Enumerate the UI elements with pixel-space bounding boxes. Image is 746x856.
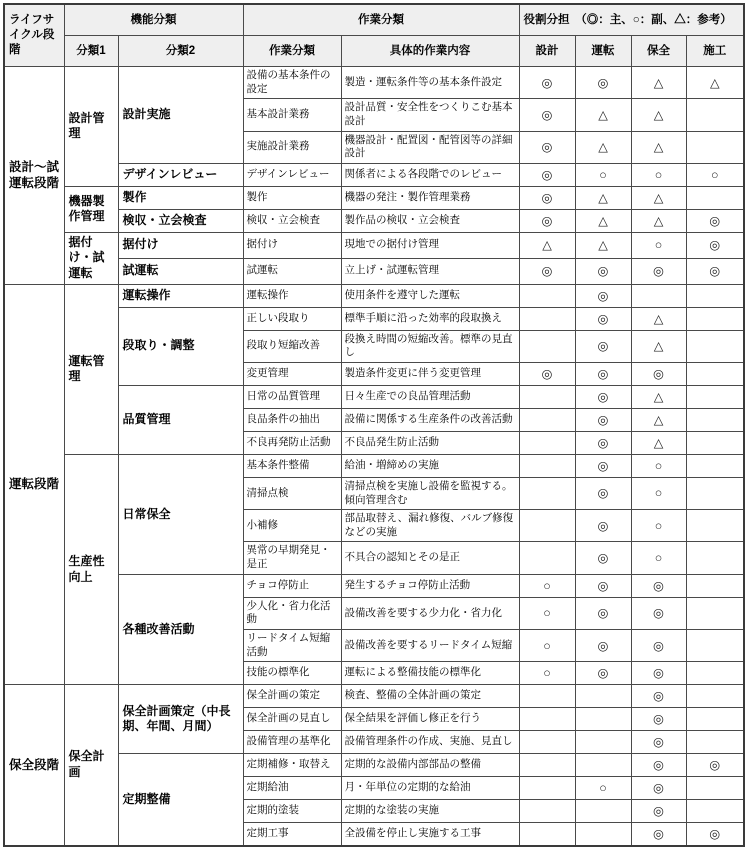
role-mark-design: ○ [519, 574, 575, 597]
work-class-cell: 定期工事 [243, 823, 341, 846]
role-mark-construction: ◎ [686, 258, 744, 284]
header-class2: 分類2 [118, 36, 243, 67]
work-detail-cell: 清掃点検を実施し設備を監視する。傾向管理含む [341, 477, 519, 509]
work-class-cell: 試運転 [243, 258, 341, 284]
role-mark-design: ○ [519, 597, 575, 629]
table-row [4, 454, 744, 477]
role-assignment-table [3, 3, 745, 847]
work-detail-cell: 設計品質・安全性をつくりこむ基本設計 [341, 99, 519, 131]
work-class-cell: チョコ停防止 [243, 574, 341, 597]
role-mark-design: ○ [519, 662, 575, 685]
work-detail-cell: 標準手順に沿った効率的段取換え [341, 307, 519, 330]
role-mark-operation: △ [575, 99, 631, 131]
work-detail-cell: 月・年単位の定期的な給油 [341, 777, 519, 800]
work-class-cell: 技能の標準化 [243, 662, 341, 685]
role-mark-operation: ◎ [575, 630, 631, 662]
work-class-cell: 検収・立会検査 [243, 209, 341, 232]
class1-cell: 機器製作管理 [64, 186, 118, 232]
class1-cell: 設計管理 [64, 67, 118, 187]
role-mark-maintenance: ○ [631, 163, 686, 186]
role-mark-maintenance: ◎ [631, 685, 686, 708]
role-mark-maintenance: △ [631, 330, 686, 362]
work-class-cell: 基本設計業務 [243, 99, 341, 131]
work-detail-cell: 全設備を停止し実施する工事 [341, 823, 519, 846]
work-class-cell: 定期補修・取替え [243, 754, 341, 777]
work-detail-cell: 発生するチョコ停防止活動 [341, 574, 519, 597]
role-mark-construction [686, 597, 744, 629]
role-mark-operation [575, 708, 631, 731]
work-detail-cell: 日々生産での良品管理活動 [341, 385, 519, 408]
work-class-cell: 異常の早期発見・是正 [243, 542, 341, 574]
role-mark-operation: △ [575, 232, 631, 258]
role-mark-operation: ◎ [575, 362, 631, 385]
class2-cell: 設計実施 [118, 67, 243, 164]
role-mark-operation: △ [575, 186, 631, 209]
role-mark-operation: △ [575, 209, 631, 232]
role-mark-operation: ◎ [575, 597, 631, 629]
work-class-cell: 変更管理 [243, 362, 341, 385]
role-mark-design [519, 284, 575, 307]
class2-cell: 定期整備 [118, 754, 243, 846]
header-role-maintenance: 保全 [631, 36, 686, 67]
role-mark-construction [686, 777, 744, 800]
role-mark-construction [686, 99, 744, 131]
role-mark-design: ◎ [519, 362, 575, 385]
table-row [4, 232, 744, 258]
header-work-detail: 具体的作業内容 [341, 36, 519, 67]
role-mark-maintenance: ◎ [631, 708, 686, 731]
header-work-group: 作業分類 [243, 4, 519, 36]
role-mark-construction: ◎ [686, 232, 744, 258]
role-mark-design [519, 307, 575, 330]
role-mark-design: ◎ [519, 258, 575, 284]
role-mark-operation: ◎ [575, 431, 631, 454]
role-mark-construction [686, 685, 744, 708]
work-detail-cell: 給油・増締めの実施 [341, 454, 519, 477]
work-detail-cell: 検査、整備の全体計画の策定 [341, 685, 519, 708]
work-detail-cell: 設備改善を要する少力化・省力化 [341, 597, 519, 629]
work-detail-cell: 製造・運転条件等の基本条件設定 [341, 67, 519, 99]
role-mark-maintenance: △ [631, 385, 686, 408]
role-mark-maintenance: ◎ [631, 800, 686, 823]
role-mark-maintenance: ○ [631, 477, 686, 509]
role-mark-construction [686, 307, 744, 330]
role-mark-construction [686, 800, 744, 823]
table-row [4, 685, 744, 708]
role-mark-maintenance: ◎ [631, 597, 686, 629]
role-mark-design: △ [519, 232, 575, 258]
work-detail-cell: 保全結果を評価し修正を行う [341, 708, 519, 731]
work-detail-cell: 機器の発注・製作管理業務 [341, 186, 519, 209]
role-mark-construction: △ [686, 67, 744, 99]
class1-cell: 据付け・試運転 [64, 232, 118, 284]
lifecycle-stage-cell: 運転段階 [4, 284, 64, 685]
header-role-construction: 施工 [686, 36, 744, 67]
work-class-cell: 基本条件整備 [243, 454, 341, 477]
role-mark-operation: ○ [575, 163, 631, 186]
work-detail-cell: 運転による整備技能の標準化 [341, 662, 519, 685]
role-mark-construction [686, 431, 744, 454]
header-role-group: 役割分担 （◎：主、○：副、△：参考） [519, 4, 744, 36]
role-mark-design: ◎ [519, 99, 575, 131]
role-mark-operation: ◎ [575, 307, 631, 330]
role-mark-construction: ◎ [686, 823, 744, 846]
role-mark-design [519, 510, 575, 542]
work-detail-cell: 機器設計・配置図・配管図等の詳細設計 [341, 131, 519, 163]
role-mark-design [519, 777, 575, 800]
work-class-cell: 不良再発防止活動 [243, 431, 341, 454]
role-mark-maintenance: △ [631, 186, 686, 209]
work-class-cell: 保全計画の策定 [243, 685, 341, 708]
work-class-cell: 段取り短縮改善 [243, 330, 341, 362]
role-mark-operation [575, 754, 631, 777]
header-lifecycle: ライフサイクル段階 [4, 4, 64, 67]
work-detail-cell: 製作品の検収・立会検査 [341, 209, 519, 232]
role-mark-design: ◎ [519, 163, 575, 186]
table-row [4, 186, 744, 209]
role-mark-construction [686, 454, 744, 477]
role-mark-design [519, 754, 575, 777]
role-mark-construction [686, 330, 744, 362]
role-mark-operation: ◎ [575, 574, 631, 597]
header-row-1 [4, 4, 744, 36]
header-row-2 [4, 36, 744, 67]
work-detail-cell: 関係者による各段階でのレビュー [341, 163, 519, 186]
role-mark-design [519, 408, 575, 431]
work-detail-cell: 部品取替え、漏れ修復、バルブ修復などの実施 [341, 510, 519, 542]
work-class-cell: リードタイム短縮活動 [243, 630, 341, 662]
class2-cell: 保全計画策定（中長期、年間、月間） [118, 685, 243, 754]
role-mark-maintenance: ◎ [631, 630, 686, 662]
class1-cell: 生産性向上 [64, 454, 118, 684]
role-mark-construction [686, 630, 744, 662]
work-detail-cell: 立上げ・試運転管理 [341, 258, 519, 284]
work-detail-cell: 不良品発生防止活動 [341, 431, 519, 454]
work-class-cell: 運転操作 [243, 284, 341, 307]
role-mark-design [519, 454, 575, 477]
role-mark-operation: △ [575, 131, 631, 163]
table-body [4, 67, 744, 846]
role-mark-maintenance: ◎ [631, 823, 686, 846]
role-mark-design [519, 431, 575, 454]
work-detail-cell: 設備管理条件の作成、実施、見直し [341, 731, 519, 754]
role-mark-design: ◎ [519, 209, 575, 232]
work-class-cell: 製作 [243, 186, 341, 209]
role-mark-maintenance: ◎ [631, 662, 686, 685]
role-mark-maintenance: ○ [631, 454, 686, 477]
header-work-class: 作業分類 [243, 36, 341, 67]
table-row [4, 284, 744, 307]
role-mark-operation: ◎ [575, 67, 631, 99]
work-class-cell: デザインレビュー [243, 163, 341, 186]
work-detail-cell: 定期的な設備内部部品の整備 [341, 754, 519, 777]
role-mark-construction [686, 574, 744, 597]
class1-cell: 運転管理 [64, 284, 118, 454]
role-mark-maintenance: ◎ [631, 574, 686, 597]
class2-cell: 製作 [118, 186, 243, 209]
table-row [4, 67, 744, 99]
work-detail-cell: 使用条件を遵守した運転 [341, 284, 519, 307]
lifecycle-stage-cell: 設計～試運転段階 [4, 67, 64, 285]
role-mark-construction [686, 284, 744, 307]
work-class-cell: 清掃点検 [243, 477, 341, 509]
role-mark-construction [686, 131, 744, 163]
class1-cell: 保全計画 [64, 685, 118, 846]
work-class-cell: 少人化・省力化活動 [243, 597, 341, 629]
table-header [4, 4, 744, 67]
role-mark-operation: ◎ [575, 454, 631, 477]
work-detail-cell: 不具合の認知とその是正 [341, 542, 519, 574]
work-class-cell: 設備管理の基準化 [243, 731, 341, 754]
class2-cell: 据付け [118, 232, 243, 258]
role-mark-operation: ◎ [575, 510, 631, 542]
role-mark-operation: ◎ [575, 284, 631, 307]
work-detail-cell: 設備に関係する生産条件の改善活動 [341, 408, 519, 431]
role-mark-construction: ◎ [686, 754, 744, 777]
work-detail-cell: 製造条件変更に伴う変更管理 [341, 362, 519, 385]
role-mark-maintenance: ○ [631, 232, 686, 258]
role-mark-operation: ◎ [575, 385, 631, 408]
role-mark-design [519, 731, 575, 754]
role-mark-construction [686, 385, 744, 408]
lifecycle-stage-cell: 保全段階 [4, 685, 64, 846]
role-mark-maintenance: ◎ [631, 258, 686, 284]
role-mark-maintenance: ○ [631, 542, 686, 574]
work-detail-cell: 段換え時間の短縮改善。標準の見直し [341, 330, 519, 362]
role-mark-construction [686, 662, 744, 685]
work-class-cell: 定期給油 [243, 777, 341, 800]
role-mark-design [519, 823, 575, 846]
class2-cell: 運転操作 [118, 284, 243, 307]
role-mark-construction [686, 477, 744, 509]
role-mark-design [519, 708, 575, 731]
role-mark-maintenance: ◎ [631, 777, 686, 800]
class2-cell: 試運転 [118, 258, 243, 284]
role-mark-design: ◎ [519, 131, 575, 163]
work-class-cell: 正しい段取り [243, 307, 341, 330]
role-mark-design [519, 542, 575, 574]
work-class-cell: 実施設計業務 [243, 131, 341, 163]
role-mark-construction [686, 362, 744, 385]
role-mark-operation: ○ [575, 777, 631, 800]
work-detail-cell: 設備改善を要するリードタイム短縮 [341, 630, 519, 662]
role-mark-operation [575, 823, 631, 846]
role-mark-design: ○ [519, 630, 575, 662]
work-class-cell: 据付け [243, 232, 341, 258]
class2-cell: 各種改善活動 [118, 574, 243, 685]
header-class1: 分類1 [64, 36, 118, 67]
role-mark-construction: ○ [686, 163, 744, 186]
work-class-cell: 小補修 [243, 510, 341, 542]
role-mark-design [519, 685, 575, 708]
role-mark-operation [575, 685, 631, 708]
role-mark-operation: ◎ [575, 258, 631, 284]
role-mark-design [519, 477, 575, 509]
role-mark-operation: ◎ [575, 477, 631, 509]
header-function-group: 機能分類 [64, 4, 243, 36]
work-detail-cell: 現地での据付け管理 [341, 232, 519, 258]
role-mark-construction [686, 542, 744, 574]
header-role-design: 設計 [519, 36, 575, 67]
role-mark-maintenance: ◎ [631, 754, 686, 777]
role-mark-maintenance [631, 284, 686, 307]
role-mark-operation [575, 731, 631, 754]
work-class-cell: 保全計画の見直し [243, 708, 341, 731]
work-class-cell: 定期的塗装 [243, 800, 341, 823]
role-mark-construction [686, 708, 744, 731]
role-mark-maintenance: △ [631, 99, 686, 131]
work-detail-cell: 定期的な塗装の実施 [341, 800, 519, 823]
role-mark-maintenance: △ [631, 131, 686, 163]
role-mark-design: ◎ [519, 186, 575, 209]
header-role-operation: 運転 [575, 36, 631, 67]
work-class-cell: 日常の品質管理 [243, 385, 341, 408]
role-mark-maintenance: ◎ [631, 362, 686, 385]
class2-cell: 品質管理 [118, 385, 243, 454]
role-mark-construction: ◎ [686, 209, 744, 232]
role-mark-construction [686, 408, 744, 431]
role-mark-design [519, 385, 575, 408]
work-class-cell: 良品条件の抽出 [243, 408, 341, 431]
role-mark-operation: ◎ [575, 330, 631, 362]
role-mark-design [519, 800, 575, 823]
role-mark-construction [686, 186, 744, 209]
role-mark-maintenance: △ [631, 307, 686, 330]
work-class-cell: 設備の基本条件の設定 [243, 67, 341, 99]
role-mark-maintenance: ○ [631, 510, 686, 542]
role-mark-design [519, 330, 575, 362]
role-mark-operation: ◎ [575, 408, 631, 431]
class2-cell: 検収・立会検査 [118, 209, 243, 232]
class2-cell: 日常保全 [118, 454, 243, 574]
role-mark-maintenance: ◎ [631, 731, 686, 754]
class2-cell: 段取り・調整 [118, 307, 243, 385]
role-mark-construction [686, 731, 744, 754]
role-mark-design: ◎ [519, 67, 575, 99]
role-mark-construction [686, 510, 744, 542]
class2-cell: デザインレビュー [118, 163, 243, 186]
role-mark-operation: ◎ [575, 662, 631, 685]
role-mark-maintenance: △ [631, 209, 686, 232]
role-mark-maintenance: △ [631, 67, 686, 99]
role-mark-operation [575, 800, 631, 823]
role-mark-maintenance: △ [631, 408, 686, 431]
role-mark-operation: ◎ [575, 542, 631, 574]
role-mark-maintenance: △ [631, 431, 686, 454]
